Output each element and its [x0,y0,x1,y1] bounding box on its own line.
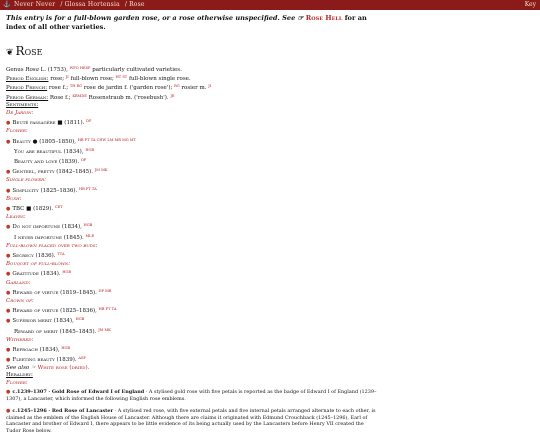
genus-description: particularly cultivated varieties. [92,67,182,73]
bullet-icon: ● [6,253,11,260]
source-ref[interactable]: HGB [62,270,72,275]
sentiment-text: Beauty and love (1839). [14,159,80,166]
sentiment-entry [6,316,378,325]
sentiment-text: TBC ■ (1829). [12,206,54,213]
sentiment-sub-entry [6,147,378,156]
sentiment-category: Garland: [6,279,31,286]
sentiment-entry [6,306,378,315]
white-rose-dried-link[interactable]: White rose (dried). [37,364,90,371]
period-german-line [6,93,378,102]
source-ref[interactable]: HB FT TA [78,186,97,191]
source-ref[interactable]: RG [174,84,180,89]
sentiments-heading: Sentiments: [6,101,39,108]
heraldry-entry-heading: c.1239–1307 · Gold Rose of Edward I of England [12,389,145,396]
sentiment-entry [6,118,378,127]
period-french-term-3: rosier m. [181,85,207,92]
period-german-label: Period German: [6,94,49,101]
sentiment-sub-entry [6,157,378,166]
sentiment-text: Reproach (1834), [12,347,60,354]
sentiment-text: Simplicity (1825–1836). [12,187,78,194]
entry-notice [6,14,378,32]
bullet-icon: ● [6,308,11,315]
sentiment-text: Reward of merit (1845–1845). [14,328,97,335]
bullet-icon: ● [6,187,11,194]
sentiment-category: Bush: [6,195,22,202]
genus-line [6,65,378,74]
heraldry-entry-text: · A stylised red rose, with five external petals and five internal petals arranged alternate to each other, is claimed as the emblem of the English House of Lancaster. Although there are claims it originated with Edmund Crouchback (1245–1296), Earl of Lancaster and brother of Edward I, there appears to be little evidence of its being actually used by the Lancasters before Henry VII created the Tudor Rose below. [6,407,376,435]
source-ref[interactable]: TH RG [69,84,83,89]
source-ref[interactable]: HB FT TA [98,307,117,312]
sentiment-text: Genteel, pretty (1842–1845). [12,169,94,176]
sentiment-text: Superior merit (1834), [12,318,74,325]
bullet-icon: ● [6,206,11,213]
period-english-term-3: full-blown single rose. [128,76,191,83]
breadcrumb [14,0,147,10]
sentiment-text: Fleeting beauty (1839). [12,357,77,364]
sentiment-category: Single flower: [6,177,46,184]
source-ref[interactable]: DP MR [98,288,112,293]
source-ref[interactable]: HGB [61,346,71,351]
notice-tail: for an index of all other varieties. [6,14,367,31]
period-english-term: rose; [50,76,65,83]
sentiments-list [6,110,378,364]
period-english-line [6,74,378,83]
breadcrumb-separator: / [60,1,63,8]
period-english-term-2: full-blown rose; [70,76,114,83]
sentiment-entry [6,137,378,146]
bullet-icon: ● [6,389,11,396]
period-german-term-2: Rosenstraub m. ('rosebush'). [88,94,169,101]
genus-name: Rosa [25,67,39,73]
heraldry-entry [6,389,378,403]
sentiment-category: De Jardin: [6,110,34,117]
sentiment-text: Secrecy (1836). [12,253,56,260]
sentiment-category: Crown of: [6,298,34,305]
source-ref[interactable]: OF [80,158,87,163]
sentiment-sub-entry [6,327,378,336]
heraldry-entry-heading: c.1245–1296 · Red Rose of Lancaster [12,407,114,414]
sentiment-category: Full-blown placed over two buds: [6,242,98,249]
sentiment-text: Beuté passagère ■ (1811). [12,120,85,127]
sentiment-entry [6,167,378,176]
bullet-icon: ● [6,224,11,231]
bullet-icon: ● [6,138,11,145]
period-english-label: Period English: [6,76,49,83]
bullet-icon: ● [6,407,11,414]
sentiment-entry [6,251,378,260]
sentiment-entry [6,345,378,354]
period-french-term-2: rose de jardin f. ('garden rose'); [83,85,173,92]
sentiment-category: Flower: [6,128,28,135]
breadcrumb-never-never[interactable]: Never Never [14,1,56,8]
genus-author: L. (1753), [40,67,68,73]
sentiment-entry [6,355,378,364]
key-link[interactable]: Key [524,1,536,8]
bullet-icon: ● [6,289,11,296]
sentiment-text: Gratitude (1834). [12,271,61,278]
source-ref[interactable]: KBMDE [72,93,87,98]
source-ref[interactable]: JE [170,93,175,98]
source-ref[interactable]: JM MK [94,168,108,173]
anchor-home-icon[interactable]: ⚓ [3,1,11,8]
sentiment-text: Beauty ● (1805–1850), [12,138,76,145]
bullet-icon: ● [6,271,11,278]
sentiment-entry [6,269,378,278]
bullet-icon: ● [6,169,11,176]
sentiment-text: Do not importune (1834), [12,224,82,231]
source-ref[interactable]: HT ST [115,75,128,80]
period-french-label: Period French: [6,85,48,92]
bullet-icon: ● [6,120,11,127]
genus-label: Genus [6,67,24,73]
sentiment-sub-entry [6,233,378,242]
page-title-text: Rose [15,44,43,58]
bullet-icon: ● [6,318,11,325]
sentiment-category: Leaves: [6,214,26,221]
flower-heart-icon: ❦ [6,48,14,58]
see-also-line [6,365,378,372]
top-navigation-bar [0,0,540,10]
sentiment-entry [6,186,378,195]
heraldry-entry [6,408,378,435]
source-ref[interactable]: JM MK [98,327,111,332]
genus-source-ref[interactable]: WFO HESP [69,66,91,70]
source-ref[interactable]: JI [208,84,212,89]
period-french-term: rose f.; [48,85,69,92]
entry-content [6,14,378,435]
sentiment-text: Reward of virtue (1819–1845). [12,289,97,296]
sentiment-text: I never importune (1845). [14,234,84,241]
source-ref[interactable]: JI [65,75,69,80]
breadcrumb-glossa-hortensia[interactable]: Glossa Hortensia [64,1,120,8]
source-ref[interactable]: MLE [85,233,95,238]
heraldry-entry-text: · A stylised gold rose with five petals is reported as the badge of Edward I of England (1239–1307), a Lancaster, which informed the following English rose emblems. [6,389,377,402]
sentiment-text: You are beautiful (1834), [14,148,84,155]
period-german-term: Rose f.; [49,94,71,101]
sentiment-entry [6,204,378,213]
sentiment-text: Reward of virtue (1825–1836), [12,308,97,315]
sentiment-category: Withered: [6,336,34,343]
source-ref[interactable]: ASP [78,356,86,361]
source-ref[interactable]: CET [54,205,63,210]
bullet-icon: ● [6,357,11,364]
sentiment-category: Bouquet of full-blown: [6,261,71,268]
see-also-label: See also ☞ [6,364,36,371]
bullet-icon: ● [6,347,11,354]
source-ref[interactable]: HGB [85,147,94,152]
source-ref[interactable]: TTA [57,252,65,257]
breadcrumb-rose: Rose [129,1,145,8]
page-title [6,44,378,60]
heraldry-heading: Heraldry: [6,371,33,378]
source-ref[interactable]: HGB [83,223,93,228]
sentiment-entry [6,222,378,231]
rose-hell-link[interactable]: Rose Hell [305,14,343,22]
sentiment-entry [6,288,378,297]
breadcrumb-separator: / [124,1,128,8]
notice-text: This entry is for a full-blown garden rose, or a rose otherwise unspecified. See ☞ [6,14,304,22]
source-ref[interactable]: HB FT TA CHW LM MR MG MT [77,137,136,142]
source-ref[interactable]: HGB [75,317,85,322]
heraldry-category: Flower: [6,379,28,386]
period-french-line [6,83,378,92]
source-ref[interactable]: DP [86,119,92,124]
